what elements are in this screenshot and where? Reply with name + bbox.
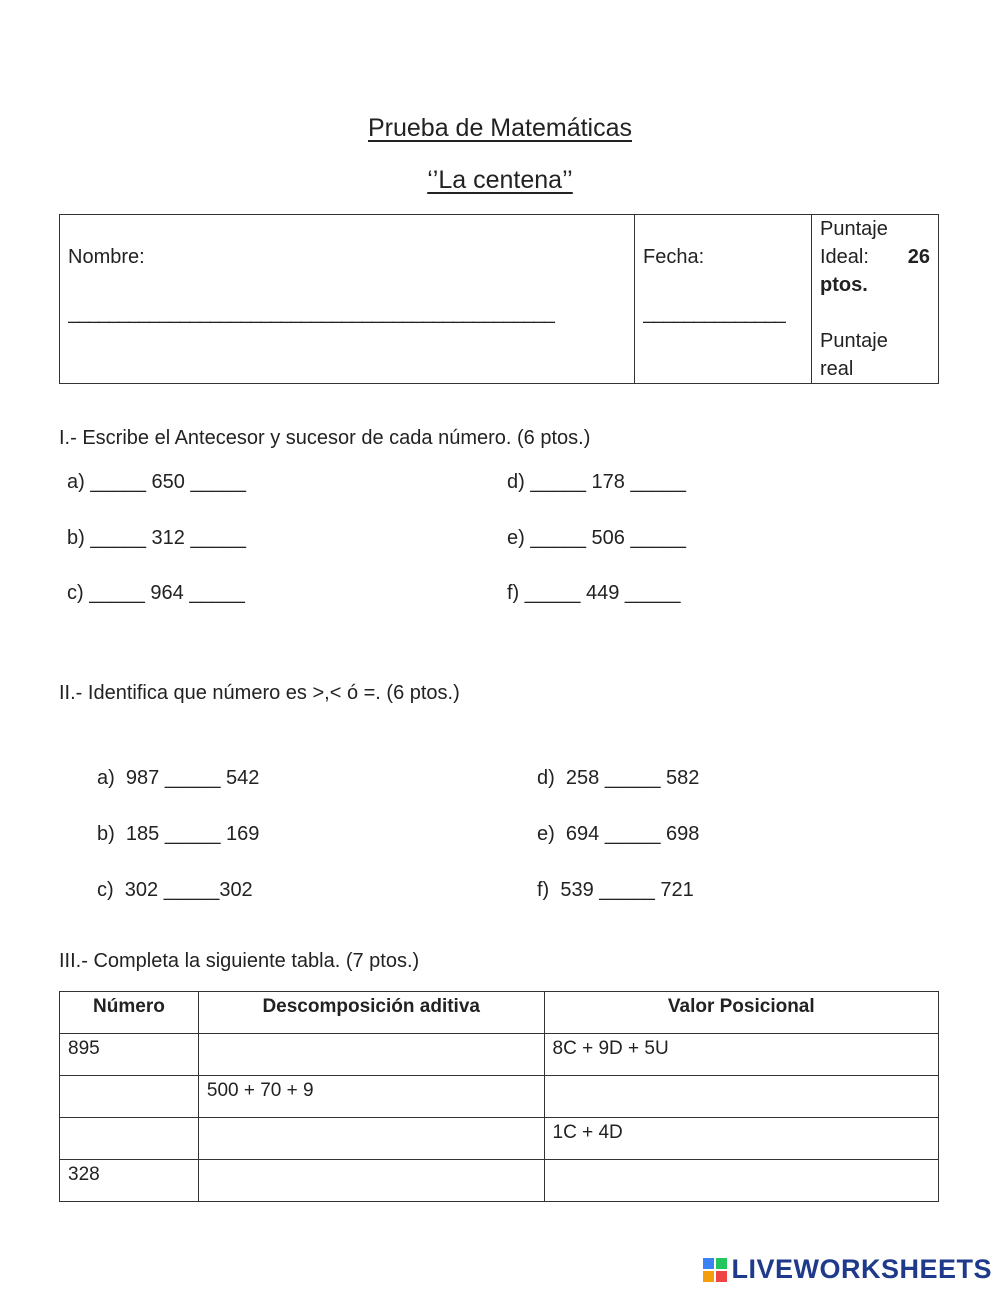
compare-item-e[interactable]: e) 694 _____ 698 — [537, 823, 700, 845]
cell-additive: 500 + 70 + 9 — [198, 1076, 544, 1118]
cell-number: 328 — [60, 1160, 199, 1202]
column-header-number: Número — [60, 992, 199, 1034]
column-header-place-value: Valor Posicional — [544, 992, 938, 1034]
compare-item-c[interactable]: c) 302 _____302 — [97, 879, 253, 901]
name-field[interactable]: ________________________________________________ — [68, 302, 554, 324]
date-label: Fecha: — [643, 246, 705, 268]
table-row — [60, 1034, 939, 1076]
predecessor-item-a[interactable]: a) _____ 650 _____ — [67, 471, 247, 493]
predecessor-item-b[interactable]: b) _____ 312 _____ — [67, 527, 247, 549]
date-cell — [635, 215, 812, 384]
cell-place-value[interactable] — [544, 1076, 938, 1118]
cell-additive[interactable] — [198, 1034, 544, 1076]
cell-place-value[interactable] — [544, 1160, 938, 1202]
cell-number[interactable] — [60, 1118, 199, 1160]
table-row — [60, 1160, 939, 1202]
table-header-row — [60, 992, 939, 1034]
cell-additive[interactable] — [198, 1160, 544, 1202]
liveworksheets-icon — [703, 1258, 727, 1282]
real-score-label: Puntaje — [820, 330, 888, 352]
section-1-heading: I.- Escribe el Antecesor y sucesor de cada número. (6 ptos.) — [59, 427, 591, 449]
cell-number: 895 — [60, 1034, 199, 1076]
score-cell — [812, 215, 939, 384]
ideal-score-label: Puntaje — [820, 218, 888, 240]
section-2-heading: II.- Identifica que número es >,< ó =. (6 ptos.) — [59, 682, 460, 704]
name-label: Nombre: — [68, 246, 145, 268]
header-table — [59, 214, 939, 384]
name-cell — [60, 215, 635, 384]
ideal-score-unit: ptos. — [820, 274, 868, 296]
predecessor-item-d[interactable]: d) _____ 178 _____ — [507, 471, 687, 493]
column-header-additive: Descomposición aditiva — [198, 992, 544, 1034]
cell-number[interactable] — [60, 1076, 199, 1118]
predecessor-item-f[interactable]: f) _____ 449 _____ — [507, 582, 681, 604]
real-label[interactable]: real — [820, 358, 854, 380]
compare-item-f[interactable]: f) 539 _____ 721 — [537, 879, 694, 901]
section-3-heading: III.- Completa la siguiente tabla. (7 ptos.) — [59, 950, 420, 972]
ideal-label: Ideal: — [820, 246, 869, 268]
compare-item-d[interactable]: d) 258 _____ 582 — [537, 767, 700, 789]
ideal-score-value: 26 — [907, 246, 930, 268]
cell-place-value: 8C + 9D + 5U — [544, 1034, 938, 1076]
cell-place-value: 1C + 4D — [544, 1118, 938, 1160]
place-value-table — [59, 991, 939, 1202]
date-field[interactable]: ______________ — [643, 302, 785, 324]
predecessor-item-e[interactable]: e) _____ 506 _____ — [507, 527, 687, 549]
compare-item-a[interactable]: a) 987 _____ 542 — [97, 767, 260, 789]
page-title: Prueba de Matemáticas — [367, 114, 633, 142]
brand-logo — [703, 1254, 992, 1285]
cell-additive[interactable] — [198, 1118, 544, 1160]
brand-name: LIVEWORKSHEETS — [731, 1254, 992, 1284]
table-row — [60, 1076, 939, 1118]
page-subtitle: ‘’La centena’’ — [427, 166, 573, 194]
table-row — [60, 1118, 939, 1160]
compare-item-b[interactable]: b) 185 _____ 169 — [97, 823, 260, 845]
predecessor-item-c[interactable]: c) _____ 964 _____ — [67, 582, 245, 604]
